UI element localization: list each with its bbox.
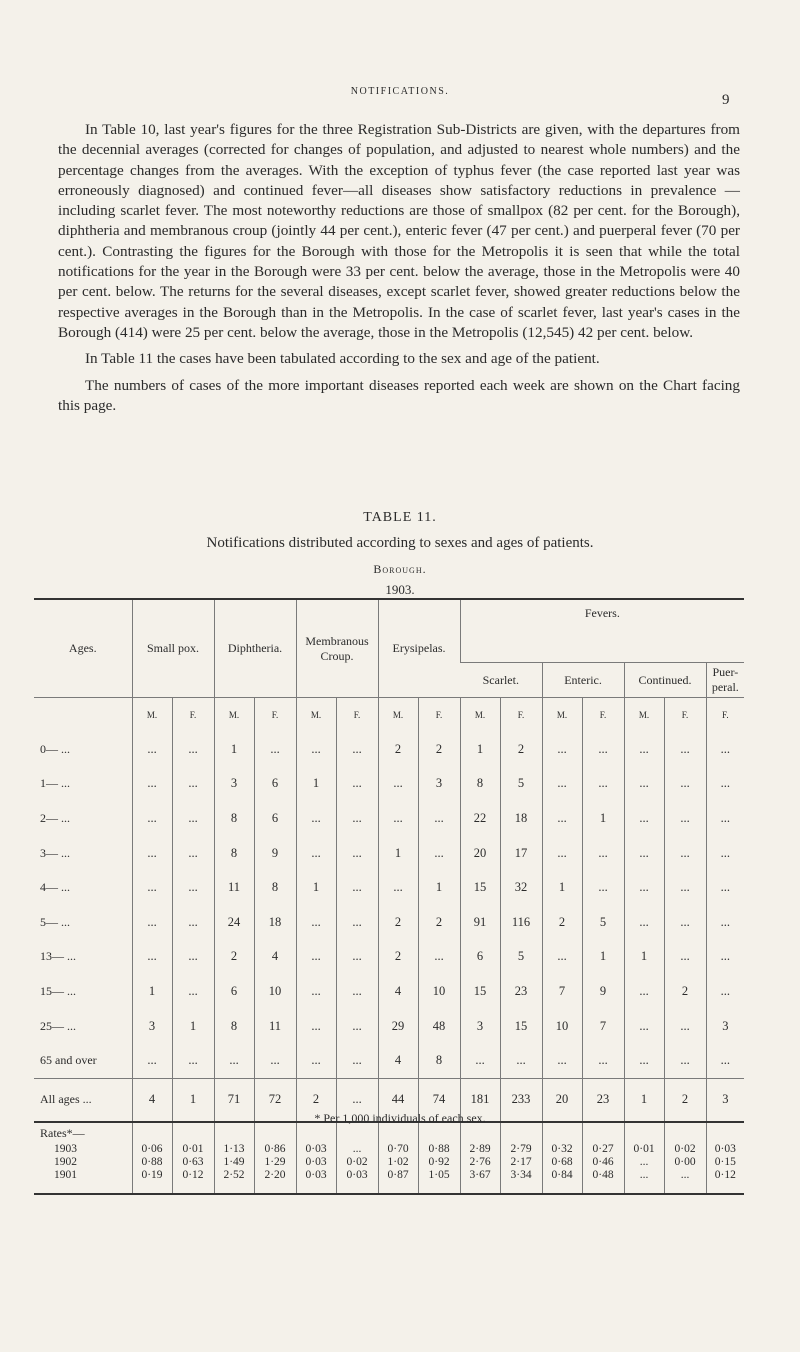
- rate-value: 1·02: [387, 1156, 409, 1169]
- table-cell: 1: [172, 1078, 214, 1122]
- rate-value: 0·68: [551, 1156, 573, 1169]
- rate-year: 1901: [54, 1169, 77, 1182]
- table-cell: 32: [500, 870, 542, 905]
- sex-label: M.: [378, 698, 418, 733]
- sex-label: M.: [624, 698, 664, 733]
- rates-label: Rates*—: [34, 1122, 132, 1143]
- sex-label: M.: [296, 698, 336, 733]
- table-cell: ...: [336, 1043, 378, 1078]
- table-cell: 3: [132, 1009, 172, 1044]
- sex-label: F.: [500, 698, 542, 733]
- rate-value: ...: [639, 1156, 649, 1169]
- table-cell: ...: [336, 801, 378, 836]
- rates-column: [460, 1143, 500, 1194]
- table-cell: ...: [664, 870, 706, 905]
- table-cell: 5: [582, 905, 624, 940]
- table-cell: 181: [460, 1078, 500, 1122]
- rate-value: 0·86: [264, 1142, 286, 1155]
- table-cell: ...: [706, 974, 744, 1009]
- table-cell: 15: [500, 1009, 542, 1044]
- table-cell: 4: [378, 1043, 418, 1078]
- table-area-label: Borough.: [373, 562, 427, 576]
- table-cell: ...: [624, 732, 664, 767]
- rates-years: [34, 1143, 132, 1194]
- table-cell: 6: [214, 974, 254, 1009]
- table-cell: 2: [418, 905, 460, 940]
- table-cell: 29: [378, 1009, 418, 1044]
- rate-value: 0·46: [592, 1156, 614, 1169]
- table-cell: 9: [254, 836, 296, 871]
- table-cell: 1: [582, 801, 624, 836]
- rate-value: 0·03: [714, 1142, 736, 1155]
- table-cell: ...: [296, 732, 336, 767]
- table-row: [34, 1043, 744, 1078]
- table-cell: ...: [132, 940, 172, 975]
- table-cell: ...: [172, 1043, 214, 1078]
- body-text: [58, 120, 740, 416]
- table-cell: 10: [418, 974, 460, 1009]
- table-cell: 1: [132, 974, 172, 1009]
- table-cell: 1: [172, 1009, 214, 1044]
- age-label: 3— ...: [40, 845, 70, 860]
- table-row: [34, 767, 744, 802]
- table-row: [34, 870, 744, 905]
- sex-label: M.: [132, 698, 172, 733]
- table-cell: ...: [378, 767, 418, 802]
- table-cell: 1: [624, 1078, 664, 1122]
- table-row: [34, 905, 744, 940]
- table-cell: ...: [296, 836, 336, 871]
- table-cell: ...: [378, 870, 418, 905]
- sex-label: F.: [336, 698, 378, 733]
- table-cell: ...: [172, 801, 214, 836]
- table-cell: ...: [706, 767, 744, 802]
- rate-value: 3·67: [469, 1169, 491, 1182]
- table-cell: ...: [664, 1009, 706, 1044]
- table-cell: ...: [172, 870, 214, 905]
- table-cell: ...: [582, 767, 624, 802]
- rates-column: [664, 1143, 706, 1194]
- table-cell: ...: [542, 1043, 582, 1078]
- table-cell: 3: [706, 1009, 744, 1044]
- table-cell: ...: [460, 1043, 500, 1078]
- table-cell: 1: [296, 767, 336, 802]
- table-cell: ...: [336, 1009, 378, 1044]
- age-label: All ages ...: [34, 1078, 132, 1122]
- sex-label-blank: [34, 698, 132, 733]
- table-cell: 2: [542, 905, 582, 940]
- table-row: [34, 732, 744, 767]
- table-cell: ...: [664, 801, 706, 836]
- table-cell: ...: [418, 836, 460, 871]
- table-cell: 24: [214, 905, 254, 940]
- header-fevers: Fevers.: [460, 599, 744, 663]
- table-cell: 2: [664, 1078, 706, 1122]
- sex-label: M.: [214, 698, 254, 733]
- table-cell: 1: [296, 870, 336, 905]
- rate-value: 0·03: [305, 1142, 327, 1155]
- table-cell: 6: [254, 801, 296, 836]
- table-cell: 8: [460, 767, 500, 802]
- rate-value: ...: [680, 1169, 690, 1182]
- table-cell: ...: [172, 767, 214, 802]
- table-row: [34, 974, 744, 1009]
- header-ages: Ages.: [34, 599, 132, 698]
- rate-value: 0·19: [141, 1169, 163, 1182]
- rates-column: [336, 1143, 378, 1194]
- table-cell: ...: [132, 836, 172, 871]
- table-cell: ...: [500, 1043, 542, 1078]
- table-cell: 2: [418, 732, 460, 767]
- table-cell: 1: [378, 836, 418, 871]
- table-cell: 2: [296, 1078, 336, 1122]
- sex-label-row: [34, 698, 744, 733]
- rates-column: [214, 1143, 254, 1194]
- table-cell: 4: [132, 1078, 172, 1122]
- rates-column: [296, 1143, 336, 1194]
- table-cell: ...: [172, 836, 214, 871]
- table-cell: 1: [460, 732, 500, 767]
- header-scarlet: Scarlet.: [460, 663, 542, 698]
- header-small-pox: Small pox.: [132, 599, 214, 698]
- table-cell: ...: [378, 801, 418, 836]
- table-cell: ...: [542, 732, 582, 767]
- running-head: NOTIFICATIONS.: [350, 86, 450, 97]
- rates-column: [418, 1143, 460, 1194]
- table-cell: ...: [664, 940, 706, 975]
- table-cell: ...: [254, 732, 296, 767]
- table-cell: 10: [254, 974, 296, 1009]
- header-erysipelas: Erysipelas.: [378, 599, 460, 698]
- rate-value: 0·02: [674, 1142, 696, 1155]
- table-cell: 2: [214, 940, 254, 975]
- table-cell: 2: [664, 974, 706, 1009]
- rate-value: 0·32: [551, 1142, 573, 1155]
- table-cell: ...: [336, 905, 378, 940]
- rate-value: 2·52: [223, 1169, 245, 1182]
- rate-value: 0·27: [592, 1142, 614, 1155]
- table-caption: Notifications distributed according to sexes and ages of patients.: [206, 535, 594, 551]
- rate-value: 0·03: [305, 1156, 327, 1169]
- table-cell: 72: [254, 1078, 296, 1122]
- table-cell: ...: [336, 767, 378, 802]
- header-continued: Continued.: [624, 663, 706, 698]
- age-label: 5— ...: [40, 914, 70, 929]
- sex-label: F.: [418, 698, 460, 733]
- rates-column: [582, 1143, 624, 1194]
- table-cell: 71: [214, 1078, 254, 1122]
- rates-column: [378, 1143, 418, 1194]
- rate-value: 0·87: [387, 1169, 409, 1182]
- table-cell: 17: [500, 836, 542, 871]
- header-membranous-croup: Membranous Croup.: [296, 599, 378, 698]
- rate-value: 0·00: [674, 1156, 696, 1169]
- table-cell: 18: [500, 801, 542, 836]
- table-cell: ...: [418, 940, 460, 975]
- sex-label: F.: [582, 698, 624, 733]
- header-diphtheria: Diphtheria.: [214, 599, 296, 698]
- paragraph: The numbers of cases of the more important diseases reported each week are shown on the Chart facing this page.: [58, 376, 740, 414]
- table-cell: ...: [336, 940, 378, 975]
- age-label: 15— ...: [40, 983, 76, 998]
- sex-label: F.: [172, 698, 214, 733]
- rate-value: 2·89: [469, 1142, 491, 1155]
- rate-value: 2·20: [264, 1169, 286, 1182]
- age-label: 0— ...: [40, 741, 70, 756]
- rate-value: 0·70: [387, 1142, 409, 1155]
- rate-value: 0·84: [551, 1169, 573, 1182]
- table-cell: 8: [418, 1043, 460, 1078]
- table-cell: ...: [624, 905, 664, 940]
- table-cell: ...: [296, 940, 336, 975]
- header-puerperal: Puer- peral.: [706, 663, 744, 698]
- table-cell: 6: [460, 940, 500, 975]
- age-label: 13— ...: [40, 949, 76, 964]
- table-cell: 18: [254, 905, 296, 940]
- table-cell: ...: [132, 905, 172, 940]
- table-cell: ...: [624, 870, 664, 905]
- rate-value: 0·15: [714, 1156, 736, 1169]
- table-cell: 9: [582, 974, 624, 1009]
- rates-column: [172, 1143, 214, 1194]
- sex-label: F.: [664, 698, 706, 733]
- table-title: TABLE 11.: [363, 510, 437, 525]
- rate-value: 2·79: [510, 1142, 532, 1155]
- table-cell: 48: [418, 1009, 460, 1044]
- table-cell: 23: [582, 1078, 624, 1122]
- age-label: 2— ...: [40, 810, 70, 825]
- table-cell: ...: [624, 767, 664, 802]
- table-cell: 23: [500, 974, 542, 1009]
- table-cell: 6: [254, 767, 296, 802]
- sex-label: F.: [706, 698, 744, 733]
- rate-value: ...: [352, 1142, 362, 1155]
- age-label: 4— ...: [40, 880, 70, 895]
- table-cell: ...: [296, 801, 336, 836]
- table-row: [34, 1009, 744, 1044]
- table-cell: 11: [214, 870, 254, 905]
- table-cell: 15: [460, 870, 500, 905]
- table-cell: 3: [460, 1009, 500, 1044]
- table-cell: ...: [706, 905, 744, 940]
- header-enteric: Enteric.: [542, 663, 624, 698]
- table-cell: 20: [460, 836, 500, 871]
- table-cell: 116: [500, 905, 542, 940]
- table-cell: 8: [214, 1009, 254, 1044]
- paragraph: In Table 11 the cases have been tabulated according to the sex and age of the patient.: [85, 350, 600, 368]
- table-cell: 3: [418, 767, 460, 802]
- table-cell: ...: [336, 1078, 378, 1122]
- table-cell: ...: [132, 870, 172, 905]
- table-cell: 10: [542, 1009, 582, 1044]
- rate-value: 0·12: [182, 1169, 204, 1182]
- table-cell: ...: [172, 974, 214, 1009]
- rate-value: 0·12: [714, 1169, 736, 1182]
- table-cell: ...: [542, 940, 582, 975]
- table-cell: ...: [132, 767, 172, 802]
- table-cell: ...: [296, 1009, 336, 1044]
- table-cell: ...: [418, 801, 460, 836]
- rate-value: 0·02: [346, 1156, 368, 1169]
- table-cell: 7: [582, 1009, 624, 1044]
- table-cell: ...: [214, 1043, 254, 1078]
- table-cell: ...: [664, 732, 706, 767]
- table-cell: ...: [336, 974, 378, 1009]
- table-cell: ...: [582, 836, 624, 871]
- table-cell: ...: [296, 1043, 336, 1078]
- rate-value: 1·49: [223, 1156, 245, 1169]
- age-label: 1— ...: [40, 776, 70, 791]
- age-label: 65 and over: [40, 1053, 97, 1068]
- rate-value: 2·17: [510, 1156, 532, 1169]
- table-cell: ...: [254, 1043, 296, 1078]
- table-cell: ...: [582, 1043, 624, 1078]
- rate-value: 1·05: [428, 1169, 450, 1182]
- table-cell: ...: [624, 1043, 664, 1078]
- table-cell: ...: [624, 974, 664, 1009]
- table-year: 1903.: [385, 582, 415, 597]
- table-cell: 22: [460, 801, 500, 836]
- table-cell: 2: [378, 940, 418, 975]
- rate-year: 1903: [54, 1142, 77, 1155]
- notifications-table: [34, 598, 744, 1195]
- rate-value: ...: [639, 1169, 649, 1182]
- table-cell: ...: [132, 1043, 172, 1078]
- rates-column: [132, 1143, 172, 1194]
- age-label: 25— ...: [40, 1018, 76, 1033]
- rate-value: 0·01: [182, 1142, 204, 1155]
- rates-column: [624, 1143, 664, 1194]
- table-cell: ...: [336, 732, 378, 767]
- table-cell: 2: [378, 905, 418, 940]
- age-rows: [34, 732, 744, 1078]
- table-cell: 4: [254, 940, 296, 975]
- table-cell: 5: [500, 767, 542, 802]
- paragraph: In Table 10, last year's figures for the three Registration Sub-Districts are given, with the departures from the decennial averages (corrected for changes of population, and adjusted to nearest whole numbers) and the percentage changes from the averages. With the exception of typhus fever (the case reported last year was erroneously diagnosed) and continued fever—all diseases show satisfactory reductions in prevalence —including scarlet fever. The most noteworthy reductions are those of smallpox (82 per cent. for the Borough), diphtheria and membranous croup (jointly 44 per cent.), enteric fever (47 per cent.) and puerperal fever (70 per cent.). Contrasting the figures for the Borough with those for the Metropolis it is seen that while the total notifications for the year in the Borough were 33 per cent. below the average, those in the Metropolis were 40 per cent. below. The returns for the several diseases, except scarlet fever, showed greater reductions below the respective averages in the Borough than in the Metropolis. In the case of scarlet fever, last year's cases in the Borough (414) were 25 per cent. below the average, those in the Metropolis (12,545) 42 per cent. below.: [58, 121, 740, 341]
- table-cell: 74: [418, 1078, 460, 1122]
- table-cell: ...: [172, 940, 214, 975]
- table-cell: ...: [582, 732, 624, 767]
- table-cell: 1: [418, 870, 460, 905]
- rate-value: 0·03: [305, 1169, 327, 1182]
- table-cell: 15: [460, 974, 500, 1009]
- table-cell: 1: [542, 870, 582, 905]
- table-cell: ...: [664, 836, 706, 871]
- sex-label: F.: [254, 698, 296, 733]
- table-cell: ...: [172, 905, 214, 940]
- rate-value: 0·92: [428, 1156, 450, 1169]
- table-cell: ...: [132, 801, 172, 836]
- page-number: 9: [722, 92, 730, 108]
- table-cell: ...: [336, 836, 378, 871]
- table-cell: ...: [706, 801, 744, 836]
- table-cell: 3: [706, 1078, 744, 1122]
- rates-column: [706, 1143, 744, 1194]
- rate-year: 1902: [54, 1156, 77, 1169]
- table-cell: 44: [378, 1078, 418, 1122]
- rates-column: [500, 1143, 542, 1194]
- table-cell: 8: [214, 836, 254, 871]
- table-cell: 3: [214, 767, 254, 802]
- sex-label: M.: [542, 698, 582, 733]
- table-cell: ...: [336, 870, 378, 905]
- table-cell: ...: [542, 767, 582, 802]
- table-cell: 4: [378, 974, 418, 1009]
- rate-value: 0·63: [182, 1156, 204, 1169]
- rates-column: [254, 1143, 296, 1194]
- rate-value: 0·88: [428, 1142, 450, 1155]
- table-row: [34, 801, 744, 836]
- table-cell: 2: [500, 732, 542, 767]
- table-cell: ...: [706, 940, 744, 975]
- table-cell: 1: [214, 732, 254, 767]
- rates-rows: [34, 1122, 744, 1194]
- table-cell: ...: [296, 974, 336, 1009]
- rate-value: 2·76: [469, 1156, 491, 1169]
- table-cell: 8: [254, 870, 296, 905]
- table-cell: ...: [706, 870, 744, 905]
- table-cell: ...: [664, 767, 706, 802]
- rates-values-row: [34, 1143, 744, 1194]
- table-cell: ...: [296, 905, 336, 940]
- table-cell: ...: [132, 732, 172, 767]
- table-cell: ...: [172, 732, 214, 767]
- footnote: * Per 1,000 individuals of each sex.: [314, 1111, 486, 1125]
- table-cell: ...: [664, 905, 706, 940]
- rate-value: 0·03: [346, 1169, 368, 1182]
- table-row: [34, 940, 744, 975]
- table-cell: 1: [582, 940, 624, 975]
- rate-value: 0·01: [633, 1142, 655, 1155]
- table-cell: ...: [624, 801, 664, 836]
- rate-value: 1·29: [264, 1156, 286, 1169]
- table-cell: ...: [706, 1043, 744, 1078]
- rate-value: 0·48: [592, 1169, 614, 1182]
- table-cell: ...: [542, 836, 582, 871]
- table-cell: ...: [624, 836, 664, 871]
- table-cell: 233: [500, 1078, 542, 1122]
- rate-value: 0·06: [141, 1142, 163, 1155]
- table-cell: 8: [214, 801, 254, 836]
- table-cell: ...: [664, 1043, 706, 1078]
- table-cell: 11: [254, 1009, 296, 1044]
- table-cell: 1: [624, 940, 664, 975]
- table-cell: 7: [542, 974, 582, 1009]
- table-cell: ...: [706, 732, 744, 767]
- rate-value: 3·34: [510, 1169, 532, 1182]
- sex-label: M.: [460, 698, 500, 733]
- table-cell: ...: [582, 870, 624, 905]
- rate-value: 0·88: [141, 1156, 163, 1169]
- rate-value: 1·13: [223, 1142, 245, 1155]
- table-cell: 5: [500, 940, 542, 975]
- rates-column: [542, 1143, 582, 1194]
- table-cell: ...: [624, 1009, 664, 1044]
- table-cell: 20: [542, 1078, 582, 1122]
- table-row: [34, 836, 744, 871]
- table-cell: ...: [706, 836, 744, 871]
- table-cell: 91: [460, 905, 500, 940]
- table-cell: 2: [378, 732, 418, 767]
- table-cell: ...: [542, 801, 582, 836]
